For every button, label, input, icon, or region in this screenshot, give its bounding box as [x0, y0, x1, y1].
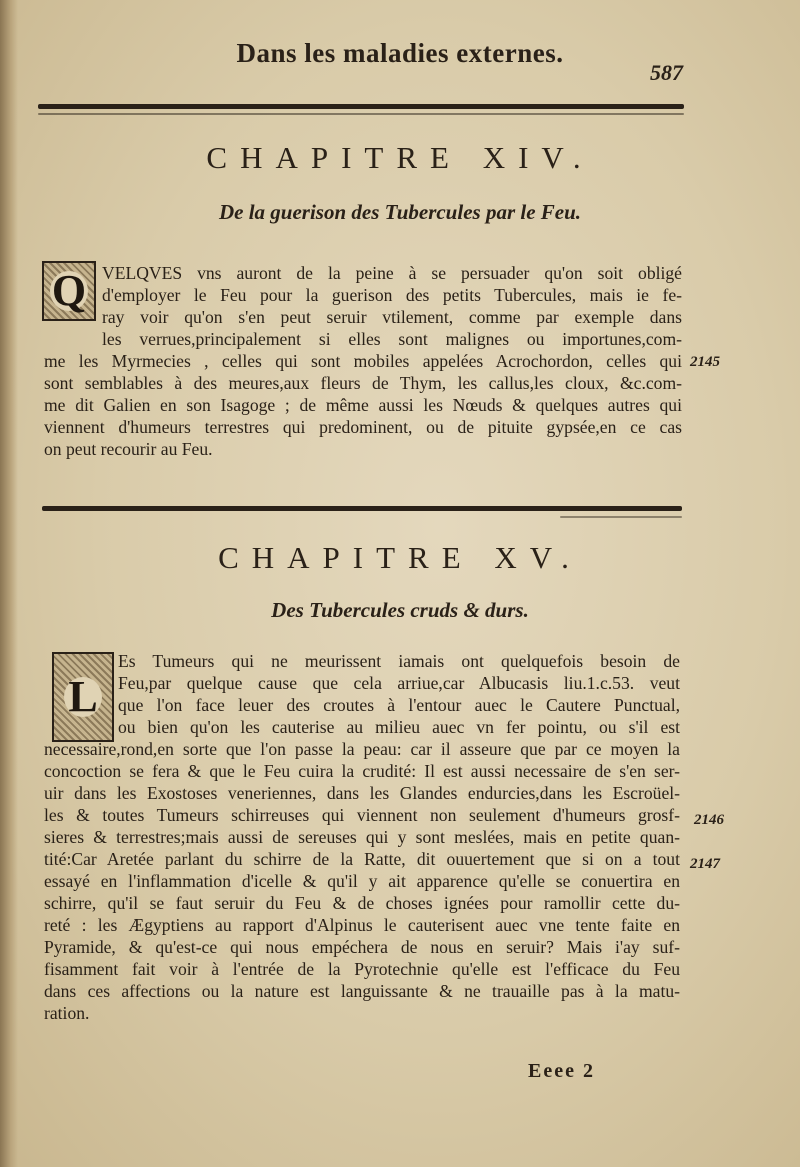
chapter-15-line-1: Es Tumeurs qui ne meurissent iamais ont quelquefois besoin de [118, 651, 680, 671]
chapter-15-line-15: fisamment fait voir à l'entrée de la Pyrotechnie qu'elle est l'efficace du Feu [44, 959, 680, 979]
chapter-15-line-10: tité:Car Aretée parlant du schirre de la Ratte, dit ouuertement que si on a tout [44, 849, 680, 869]
chapter-15-subtitle: Des Tubercules cruds & durs. [271, 598, 529, 622]
chapter-14-line-5: me les Myrmecies , celles qui sont mobiles appelées Acrochordon, celles qui [44, 351, 682, 371]
chapter-14-subtitle: De la guerison des Tubercules par le Feu. [218, 200, 582, 224]
chapter-14-line-1: VELQVES vns auront de la peine à se persuader qu'on soit obligé [102, 263, 682, 283]
header-rule [38, 104, 684, 109]
chapter-14-line-2: d'employer le Feu pour la guerison des petits Tubercules, mais ie fe- [102, 285, 682, 305]
chapter-15-line-4: ou bien qu'on les cauterise au milieu auec vn fer pointu, ou s'il est [118, 717, 680, 737]
margin-note-2145: 2145 [690, 354, 720, 370]
chapter-14-line-9: on peut recourir au Feu. [44, 439, 213, 459]
chapter-15-line-5: necessaire,rond,en sorte que l'on passe la peau: car il asseure que par ce moyen la [44, 739, 680, 759]
chapter-14-title: CHAPITRE XIV. [206, 140, 594, 175]
chapter-15-line-12: schirre, qu'il se faut seruir du Feu & de choses ignées pour ramollir cette du- [44, 893, 680, 913]
chapter-15-line-16: dans ces affections ou la nature est languissante & ne trauaille pas à la matu- [44, 981, 680, 1001]
chapter-14-line-4: les verrues,principalement si elles sont malignes ou importunes,com- [102, 329, 682, 349]
chapter-14-line-7: me dit Galien en son Isagoge ; de même aussi les Nœuds & quelques autres qui [44, 395, 682, 415]
chapter-15-drop-cap [52, 652, 114, 742]
chapter-15-line-3: que l'on face leuer des croutes à l'entour auec le Cautere Punctual, [118, 695, 680, 715]
chapter-15-line-7: uir dans les Exostoses veneriennes, dans les Glandes endurcies,dans les Escroüel- [44, 783, 680, 803]
drop-cap-letter: Q [51, 266, 87, 315]
running-head: Dans les maladies externes. [236, 38, 564, 68]
chapter-15-line-6: concoction se fera & que le Feu cuira la crudité: Il est aussi necessaire de s'en ser- [44, 761, 680, 781]
chapter-15-line-2: Feu,par quelque cause que cela arriue,car Albucasis liu.1.c.53. veut [118, 673, 680, 693]
chapter-14-line-8: viennent d'humeurs terrestres qui predominent, ou de pituite gypsée,en ce cas [44, 417, 682, 437]
chapter-15-line-14: Pyramide, & qu'est-ce qui nous empéchera de nous en seruir? Mais i'ay suf- [44, 937, 680, 957]
chapter-15-line-8: les & toutes Tumeurs schirreuses qui viennent non seulement d'humeurs grosf- [44, 805, 680, 825]
page-number: 587 [650, 60, 683, 85]
chapter-14-line-3: ray voir qu'on s'en peut seruir vtilement, comme par exemple dans [102, 307, 682, 327]
chapter-14-drop-cap [42, 261, 96, 321]
chapter-divider-rule [42, 506, 682, 511]
chapter-divider-rule-thin [560, 516, 682, 518]
chapter-15-line-11: essayé en l'inflammation d'icelle & qu'il y ait apparence qu'elle se conuertira en [44, 871, 680, 891]
drop-cap-letter: L [64, 677, 102, 717]
chapter-15-line-9: sieres & terrestres;mais aussi de sereuses qui y sont meslées, mais en petite quan- [44, 827, 680, 847]
chapter-15-line-17: ration. [44, 1003, 90, 1023]
chapter-15-line-13: reté : les Ægyptiens au rapport d'Alpinus le cauterisent auec vne tente faite en [44, 915, 680, 935]
chapter-15-title: CHAPITRE XV. [218, 540, 582, 575]
signature-mark: Eeee 2 [528, 1060, 595, 1082]
chapter-14-line-6: sont semblables à des meures,aux fleurs de Thym, les callus,les cloux, &c.com- [44, 373, 682, 393]
header-rule-thin [38, 113, 684, 115]
margin-note-2146: 2146 [694, 812, 724, 828]
margin-note-2147: 2147 [690, 856, 720, 872]
